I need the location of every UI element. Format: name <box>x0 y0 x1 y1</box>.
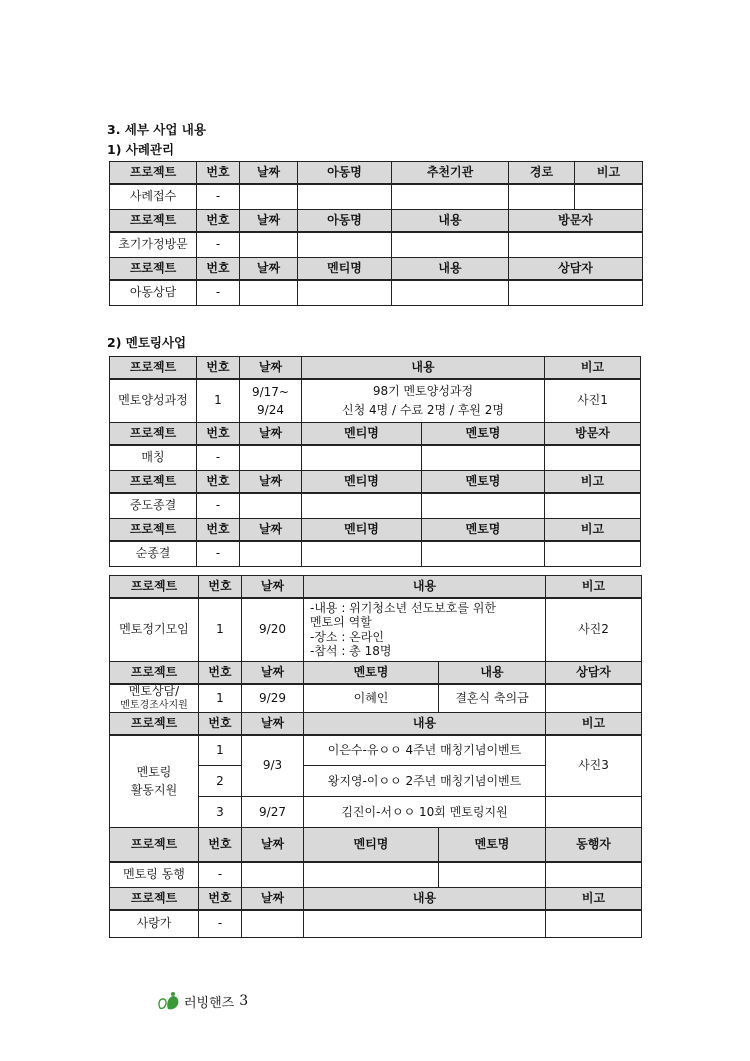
table-row <box>110 232 643 258</box>
table-header-cell: 번호 <box>197 357 240 379</box>
table-cell: 멘토양성과정 <box>110 379 197 423</box>
table-cell: -내용 : 위기청소년 선도보호를 위한 멘토의 역할 -장소 : 온라인 -참석 : 총 18명 <box>304 598 546 662</box>
table-cell <box>298 184 392 210</box>
table-cell: 중도종결 <box>110 493 197 519</box>
table-cell <box>546 797 642 828</box>
table-header-row <box>110 576 642 598</box>
table-header-row <box>110 162 643 184</box>
table-cell: 순종결 <box>110 541 197 567</box>
table-cell: 1 <box>199 684 242 713</box>
table-header-cell: 프로젝트 <box>110 357 197 379</box>
table-cell <box>509 232 643 258</box>
table-header-cell: 날짜 <box>242 828 304 862</box>
table-header-cell: 내용 <box>304 576 546 598</box>
table-header-cell: 날짜 <box>240 423 302 445</box>
table-header-cell: 번호 <box>197 258 240 280</box>
table-cell: - <box>197 280 240 306</box>
table-cell: 9/3 <box>242 735 304 797</box>
table-cell: 멘토정기모임 <box>110 598 199 662</box>
table-header-cell: 내용 <box>302 357 545 379</box>
table-cell <box>509 184 575 210</box>
table-cell <box>509 280 643 306</box>
table-row <box>110 862 642 888</box>
col-route: 경로 <box>509 162 575 184</box>
table-cell: 9/17~ 9/24 <box>240 379 302 423</box>
table-header-row <box>110 471 641 493</box>
table-cell: 초기가정방문 <box>110 232 197 258</box>
table-cell: - <box>199 910 242 938</box>
table-cell <box>240 232 298 258</box>
col-referral: 추천기관 <box>392 162 509 184</box>
col-date: 날짜 <box>240 162 298 184</box>
table-cell <box>392 280 509 306</box>
table-header-cell: 비고 <box>546 888 642 910</box>
table-cell <box>242 862 304 888</box>
table-cell <box>240 541 302 567</box>
table-cell <box>298 280 392 306</box>
table-cell: 1 <box>199 735 242 766</box>
table-header-row <box>110 828 642 862</box>
table-cell: 김진이-서ㅇㅇ 10회 멘토링지원 <box>304 797 546 828</box>
col-project: 프로젝트 <box>110 162 197 184</box>
table-header-row <box>110 519 641 541</box>
table-header-cell: 날짜 <box>242 713 304 735</box>
table-header-cell: 날짜 <box>240 357 302 379</box>
table-row <box>110 379 641 423</box>
table-cell: 1 <box>199 598 242 662</box>
table-header-cell: 내용 <box>439 662 546 684</box>
table-cell: - <box>197 493 240 519</box>
table-cell <box>392 184 509 210</box>
table-cell: - <box>197 541 240 567</box>
table-cell: - <box>197 232 240 258</box>
table-header-cell: 프로젝트 <box>110 258 197 280</box>
table-header-cell: 번호 <box>199 662 242 684</box>
table-cell: 사랑가 <box>110 910 199 938</box>
table-header-cell: 내용 <box>304 713 546 735</box>
table-header-cell: 비고 <box>546 576 642 598</box>
table-header-cell: 멘티명 <box>298 258 392 280</box>
table-cell <box>545 445 641 471</box>
table-header-cell: 날짜 <box>240 258 298 280</box>
table-row <box>110 445 641 471</box>
table-header-cell: 프로젝트 <box>110 471 197 493</box>
table-cell: 멘토링 활동지원 <box>110 735 199 828</box>
table-header-cell: 멘토명 <box>304 662 439 684</box>
col-child: 아동명 <box>298 162 392 184</box>
table-header-cell: 멘티명 <box>304 828 439 862</box>
table-header-cell: 프로젝트 <box>110 713 199 735</box>
table-cell: 매칭 <box>110 445 197 471</box>
table-cell <box>302 445 422 471</box>
table-header-cell: 멘토명 <box>422 471 545 493</box>
table-cell: 멘토링 동행 <box>110 862 199 888</box>
table-cell: - <box>197 184 240 210</box>
table-header-cell: 멘토명 <box>422 519 545 541</box>
table-header-row <box>110 888 642 910</box>
table-header-cell: 번호 <box>199 713 242 735</box>
table-header-row <box>110 662 642 684</box>
table-cell: 결혼식 축의금 <box>439 684 546 713</box>
table-row <box>110 184 643 210</box>
table-header-cell: 프로젝트 <box>110 888 199 910</box>
table-header-cell: 프로젝트 <box>110 576 199 598</box>
table-cell: - <box>199 862 242 888</box>
project-name: 멘토상담/ <box>128 683 180 698</box>
table-row <box>110 280 643 306</box>
table-header-cell: 날짜 <box>242 662 304 684</box>
table-row <box>110 493 641 519</box>
table-header-cell: 날짜 <box>240 210 298 232</box>
brand-name: 러빙핸즈 <box>184 995 235 1011</box>
table-cell <box>392 232 509 258</box>
table-header-cell: 프로젝트 <box>110 519 197 541</box>
table-header-cell: 멘티명 <box>302 519 422 541</box>
table-header-cell: 프로젝트 <box>110 423 197 445</box>
table-header-row <box>110 357 641 379</box>
table-cell: 1 <box>197 379 240 423</box>
table-cell: 사진3 <box>546 735 642 797</box>
table-cell <box>546 862 642 888</box>
table-header-cell: 멘토명 <box>439 828 546 862</box>
table-cell <box>439 862 546 888</box>
table-header-cell: 번호 <box>199 576 242 598</box>
page-number: 3 <box>239 993 249 1009</box>
table-cell: 사진1 <box>545 379 641 423</box>
table-cell <box>422 541 545 567</box>
loving-hands-logo-icon <box>157 991 183 1011</box>
table-cell <box>240 280 298 306</box>
table-header-cell: 아동명 <box>298 210 392 232</box>
table-cell <box>110 684 199 713</box>
project-subname: 멘토경조사지원 <box>120 699 188 711</box>
table-cell <box>545 493 641 519</box>
table-cell: 9/27 <box>242 797 304 828</box>
table-cell <box>240 493 302 519</box>
table-header-cell: 번호 <box>197 423 240 445</box>
case-management-table <box>109 161 643 306</box>
table-cell: 이혜인 <box>304 684 439 713</box>
table-header-cell: 내용 <box>392 210 509 232</box>
table-header-cell: 프로젝트 <box>110 828 199 862</box>
table-header-row <box>110 210 643 232</box>
table-cell <box>575 184 643 210</box>
table-cell <box>302 541 422 567</box>
table-header-cell: 날짜 <box>240 471 302 493</box>
col-note: 비고 <box>575 162 643 184</box>
table-header-row <box>110 258 643 280</box>
table-cell <box>422 493 545 519</box>
table-header-cell: 내용 <box>392 258 509 280</box>
table-header-cell: 멘티명 <box>302 471 422 493</box>
table-row <box>110 735 642 766</box>
table-cell <box>545 541 641 567</box>
table-header-cell: 번호 <box>197 471 240 493</box>
table-cell <box>546 910 642 938</box>
table-header-cell: 비고 <box>546 713 642 735</box>
table-row <box>110 598 642 662</box>
table-cell <box>422 445 545 471</box>
page-footer <box>157 990 248 1012</box>
col-no: 번호 <box>197 162 240 184</box>
table-header-cell: 비고 <box>545 519 641 541</box>
subsection-mentoring-title: 2) 멘토링사업 <box>107 335 187 350</box>
table-cell <box>298 232 392 258</box>
table-row <box>110 910 642 938</box>
table-header-cell: 방문자 <box>545 423 641 445</box>
table-cell: 사례접수 <box>110 184 197 210</box>
table-cell: 9/20 <box>242 598 304 662</box>
table-header-cell: 번호 <box>199 828 242 862</box>
table-cell <box>304 910 546 938</box>
table-cell: - <box>197 445 240 471</box>
table-cell: 98기 멘토양성과정 신청 4명 / 수료 2명 / 후원 2명 <box>302 379 545 423</box>
table-cell: 왕지영-이ㅇㅇ 2주년 매칭기념이벤트 <box>304 766 546 797</box>
table-cell <box>302 493 422 519</box>
table-cell <box>304 862 439 888</box>
table-header-cell: 멘토명 <box>422 423 545 445</box>
table-header-row <box>110 423 641 445</box>
table-row <box>110 541 641 567</box>
table-header-cell: 날짜 <box>242 576 304 598</box>
table-cell <box>240 184 298 210</box>
table-cell <box>546 684 642 713</box>
table-header-cell: 상담자 <box>509 258 643 280</box>
table-header-cell: 상담자 <box>546 662 642 684</box>
table-cell: 사진2 <box>546 598 642 662</box>
table-header-cell: 번호 <box>197 519 240 541</box>
table-header-cell: 날짜 <box>242 888 304 910</box>
table-cell: 3 <box>199 797 242 828</box>
table-header-cell: 비고 <box>545 357 641 379</box>
table-header-cell: 내용 <box>304 888 546 910</box>
table-cell: 이은수-유ㅇㅇ 4주년 매칭기념이벤트 <box>304 735 546 766</box>
mentoring-table-a <box>109 356 641 567</box>
section-title: 3. 세부 사업 내용 <box>107 122 206 137</box>
table-cell: 아동상담 <box>110 280 197 306</box>
subsection-case-title: 1) 사례관리 <box>107 142 175 157</box>
table-header-cell: 멘티명 <box>302 423 422 445</box>
table-cell <box>242 910 304 938</box>
table-header-cell: 프로젝트 <box>110 210 197 232</box>
mentoring-table-b <box>109 575 642 938</box>
table-cell <box>240 445 302 471</box>
table-header-cell: 방문자 <box>509 210 643 232</box>
table-header-cell: 프로젝트 <box>110 662 199 684</box>
table-header-cell: 번호 <box>197 210 240 232</box>
table-cell: 9/29 <box>242 684 304 713</box>
table-header-cell: 비고 <box>545 471 641 493</box>
table-cell: 2 <box>199 766 242 797</box>
table-header-cell: 번호 <box>199 888 242 910</box>
table-header-row <box>110 713 642 735</box>
table-header-cell: 동행자 <box>546 828 642 862</box>
table-header-cell: 날짜 <box>240 519 302 541</box>
table-row <box>110 684 642 713</box>
